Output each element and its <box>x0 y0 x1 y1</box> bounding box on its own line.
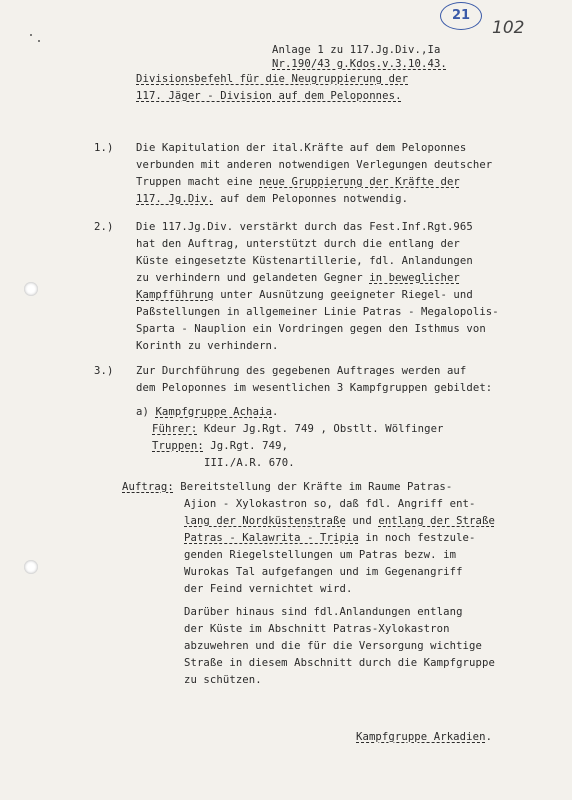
underlined-text: Führer: <box>152 423 198 435</box>
section-2-line: hat den Auftrag, unterstützt durch die entlang der <box>136 238 460 250</box>
section-3-line: Zur Durchführung des gegebenen Auftrages werden auf <box>136 365 467 377</box>
fuehrer-line <box>152 423 444 435</box>
text-run: unter Ausnützung geeigneter Riegel- und <box>213 289 473 301</box>
archive-stamp: 21 <box>440 2 482 30</box>
text-run: . <box>485 731 493 743</box>
section-1-line <box>136 176 460 188</box>
auftrag-line: der Feind vernichtet wird. <box>184 583 353 595</box>
underlined-text: in beweglicher <box>369 272 460 284</box>
section-2-line: Die 117.Jg.Div. verstärkt durch das Fest.Inf.Rgt.965 <box>136 221 473 233</box>
text-run: und <box>345 515 379 527</box>
addition-line: abzuwehren und die für die Versorgung wichtige <box>184 640 482 652</box>
section-1-line <box>136 193 408 205</box>
underlined-text: Auftrag: <box>122 481 174 493</box>
section-2-line: Sparta - Nauplion ein Vordringen gegen den Isthmus von <box>136 323 486 335</box>
underlined-text: lang der Nordküstenstraße <box>184 515 346 527</box>
section-2-line: Paßstellungen in allgemeiner Linie Patras - Megalopolis- <box>136 306 499 318</box>
section-2-line: Küste eingesetzte Küstenartillerie, fdl. Anlandungen <box>136 255 473 267</box>
page-number: 102 <box>492 18 525 38</box>
header-line-1: Anlage 1 zu 117.Jg.Div.,Ia <box>272 44 441 56</box>
truppen-line <box>152 440 288 452</box>
text-run: in noch festzule- <box>358 532 476 544</box>
section-1-line: Die Kapitulation der ital.Kräfte auf dem Peloponnes <box>136 142 467 154</box>
underlined-text: entlang der Straße <box>378 515 495 527</box>
section-2-line: Korinth zu verhindern. <box>136 340 279 352</box>
section-1-line: verbunden mit anderen notwendigen Verlegungen deutscher <box>136 159 493 171</box>
auftrag-line <box>184 515 495 527</box>
text-run: Kdeur Jg.Rgt. 749 , Obstlt. Wölfinger <box>197 423 444 435</box>
addition-line: Darüber hinaus sind fdl.Anlandungen entlang <box>184 606 463 618</box>
text-run: a) <box>136 406 156 418</box>
section-2-number: 2.) <box>94 221 114 233</box>
underlined-text: Kampfgruppe Achaia <box>155 406 273 418</box>
text-run: Jg.Rgt. 749, <box>203 440 289 452</box>
underlined-text: Kampfführung <box>136 289 214 301</box>
auftrag-line: Wurokas Tal aufgefangen und im Gegenangriff <box>184 566 463 578</box>
addition-line: Straße in diesem Abschnitt durch die Kampfgruppe <box>184 657 495 669</box>
section-2-line <box>136 289 473 301</box>
punch-hole-bottom <box>24 560 38 574</box>
speck <box>30 34 32 36</box>
section-2-line <box>136 272 460 284</box>
text-run: . <box>272 406 279 418</box>
speck <box>38 40 40 42</box>
text-run: Truppen macht eine <box>136 176 260 188</box>
section-1-number: 1.) <box>94 142 114 154</box>
punch-hole-top <box>24 282 38 296</box>
auftrag-line: Ajion - Xylokastron so, daß fdl. Angriff ent- <box>184 498 476 510</box>
addition-line: zu schützen. <box>184 674 262 686</box>
text-run: auf dem Peloponnes notwendig. <box>213 193 409 205</box>
text-run: Bereitstellung der Kräfte im Raume Patras- <box>173 481 453 493</box>
section-3-number: 3.) <box>94 365 114 377</box>
underlined-text: Kampfgruppe Arkadien <box>356 731 486 743</box>
subsection-a-heading <box>136 406 279 418</box>
auftrag-line <box>184 532 476 544</box>
text-run: zu verhindern und gelandeten Gegner <box>136 272 370 284</box>
underlined-text: Patras - Kalawrita - Tripia <box>184 532 359 544</box>
title-line-1: Divisionsbefehl für die Neugruppierung der <box>136 73 409 85</box>
auftrag-line <box>122 481 452 493</box>
section-3-line: dem Peloponnes im wesentlichen 3 Kampfgruppen gebildet: <box>136 382 493 394</box>
auftrag-line: genden Riegelstellungen um Patras bezw. im <box>184 549 457 561</box>
underlined-text: 117. Jg.Div. <box>136 193 214 205</box>
header-line-2: Nr.190/43 g.Kdos.v.3.10.43. <box>272 58 447 70</box>
addition-line: der Küste im Abschnitt Patras-Xylokastron <box>184 623 450 635</box>
truppen-line-2: III./A.R. 670. <box>204 457 295 469</box>
underlined-text: neue Gruppierung der Kräfte der <box>259 176 460 188</box>
continuation-note <box>356 731 492 743</box>
title-line-2: 117. Jäger - Division auf dem Peloponnes. <box>136 90 402 102</box>
underlined-text: Truppen: <box>152 440 204 452</box>
